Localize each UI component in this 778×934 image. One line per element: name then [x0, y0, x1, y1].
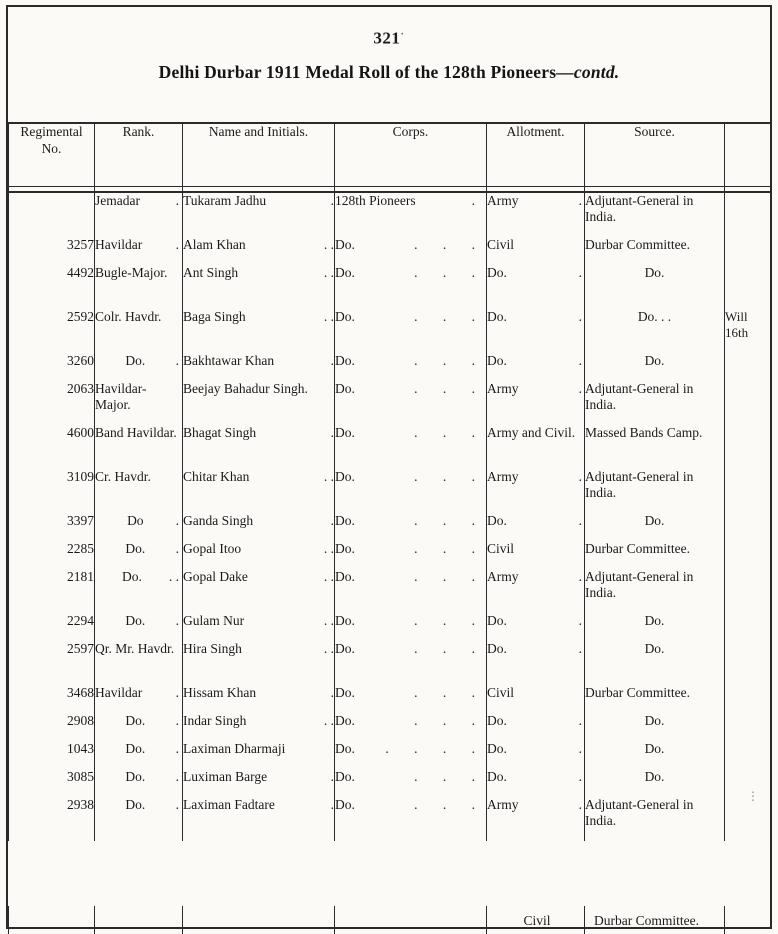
cell-rank-leader: . [175, 513, 179, 528]
cell-corps-leader: . . . [414, 237, 486, 252]
cell-allotment-text: Civil [487, 237, 515, 252]
cell-rank [95, 237, 183, 265]
cell-allotment-text: Do. [487, 309, 507, 324]
cell-regimental-no: 3085 [9, 769, 95, 797]
table-row [9, 741, 771, 769]
cell-name [183, 237, 335, 265]
cell-allotment-leader: . [578, 613, 582, 628]
cell-name-text: Gopal Dake [183, 569, 248, 584]
cell-allotment [487, 741, 585, 769]
cell-name [183, 309, 335, 353]
cell-rank: Qr. Mr. Havdr. [95, 641, 183, 685]
cell-corps-text: Do. [335, 797, 355, 812]
cell-corps-leader: . . . [414, 613, 486, 628]
cell-source: Adjutant-General in India. [585, 469, 725, 513]
cell-rank [95, 613, 183, 641]
table-row [9, 353, 771, 381]
cell-name [183, 613, 335, 641]
cell-name [183, 641, 335, 685]
cell-name-text: Gopal Itoo [183, 541, 242, 556]
cell-allotment [487, 309, 585, 353]
cell-rank-text: Do. [125, 741, 146, 756]
clipped-row-table [8, 906, 770, 934]
cell-name-leader: . . [323, 613, 334, 628]
cell-rank-text: Do. [125, 353, 146, 368]
cell-allotment-text: Do. [487, 613, 507, 628]
table-row [9, 641, 771, 685]
cell-name-leader: . [330, 797, 334, 812]
cell-allotment: Civil [487, 541, 585, 569]
cell-allotment [487, 641, 585, 685]
cell-allotment-text: Do. [487, 713, 507, 728]
cell-corps [335, 265, 487, 309]
table-row [9, 685, 771, 713]
cell-rank-text: Havildar [95, 237, 143, 252]
cell-name [183, 265, 335, 309]
cell-name-text: Gulam Nur [183, 613, 245, 628]
cell-name-leader: . . [323, 469, 334, 484]
cell-allotment-text: Do. [487, 769, 507, 784]
cell-regimental-no: 4600 [9, 425, 95, 469]
cell-allotment [487, 569, 585, 613]
cell-rank-text: Do. [122, 569, 142, 584]
cell-allotment [487, 469, 585, 513]
cell-rank [95, 741, 183, 769]
cell-name-text: Ganda Singh [183, 513, 254, 528]
cell-allotment [487, 353, 585, 381]
folio-number-text: 321 [373, 28, 401, 48]
cell-regimental-no: 2181 [9, 569, 95, 613]
cell-remark [725, 265, 771, 309]
cell-corps [335, 641, 487, 685]
cell-corps-leader: . [471, 193, 486, 208]
cell-corps-leader: . . . [414, 569, 486, 584]
column-header-regimental-no [9, 123, 95, 187]
cell-rank-text: Jemadar [95, 193, 140, 208]
cell-name-text: Luximan Barge [183, 769, 268, 784]
cell-allotment-text: Army [487, 381, 519, 396]
cell-source: Massed Bands Camp. [585, 425, 725, 469]
cell-remark [725, 741, 771, 769]
cell-corps [335, 741, 487, 769]
cell-name [183, 713, 335, 741]
cell-corps [335, 685, 487, 713]
cell-corps-text: Do. [335, 685, 355, 700]
cell-allotment [487, 613, 585, 641]
cell-regimental-no: 2294 [9, 613, 95, 641]
cell-regimental-no: 1043 [9, 741, 95, 769]
cell-remark [725, 641, 771, 685]
cell-name [183, 192, 335, 237]
scan-artifact-marks: ⋮ [747, 789, 759, 803]
cell-name-leader: . . [323, 541, 334, 556]
cell-source: Do. . . [585, 309, 725, 353]
cell-name-text: Chitar Khan [183, 469, 250, 484]
cell-rank [95, 685, 183, 713]
cell-source: Adjutant-General in India. [585, 569, 725, 613]
cell-corps [335, 469, 487, 513]
cell-remark [725, 381, 771, 425]
cell-name [183, 353, 335, 381]
cell-allotment-text: Army [487, 569, 519, 584]
cell-corps [335, 353, 487, 381]
cell-corps-leader: . . . [414, 353, 486, 368]
cell-corps-leader: . . . [414, 309, 486, 324]
cell-corps [335, 569, 487, 613]
table-row [9, 237, 771, 265]
cell-source: Do. [585, 353, 725, 381]
cell-rank: Havildar-Major. [95, 381, 183, 425]
cell-source: Do. [585, 613, 725, 641]
cell-corps-text: Do. [335, 769, 355, 784]
cell-name [183, 906, 335, 934]
cell-name-text: Bakhtawar Khan [183, 353, 275, 368]
cell-rank-leader: . [175, 685, 179, 700]
cell-rank [95, 797, 183, 841]
medal-roll-table [8, 122, 771, 841]
cell-corps [335, 513, 487, 541]
cell-rank [95, 713, 183, 741]
cell-corps-text: Do. [335, 613, 355, 628]
cell-allotment-leader: . [578, 469, 582, 484]
cell-allotment-leader: . [578, 265, 582, 280]
cell-rank [95, 309, 183, 353]
column-header-remarks [725, 123, 771, 187]
cell-corps [335, 541, 487, 569]
cell-allotment: Civil [487, 906, 585, 934]
cell-corps-leader: . . . [414, 381, 486, 396]
cell-regimental-no [9, 192, 95, 237]
cell-regimental-no: 4492 [9, 265, 95, 309]
cell-rank-text: Havildar [95, 685, 143, 700]
cell-name-text: Ant Singh [183, 265, 239, 280]
cell-name [183, 513, 335, 541]
cell-corps-text: Do. [335, 381, 355, 396]
cell-rank-leader: . [175, 353, 179, 368]
cell-source: Adjutant-General in India. [585, 381, 725, 425]
cell-rank-leader: . [175, 193, 179, 208]
cell-allotment: Army and Civil. [487, 425, 585, 469]
cell-corps-leader: . . . [414, 713, 486, 728]
column-header-regimental-no-line2: No. [41, 140, 62, 156]
cell-allotment-leader: . [578, 513, 582, 528]
cell-remark [725, 569, 771, 613]
cell-allotment [487, 513, 585, 541]
column-header-allotment: Allotment. [487, 123, 585, 187]
cell-regimental-no: 2285 [9, 541, 95, 569]
cell-rank-text: Do. [125, 613, 146, 628]
cell-allotment-leader: . [578, 797, 582, 812]
table-row [9, 713, 771, 741]
page-folio-number [0, 28, 778, 49]
cell-corps [335, 769, 487, 797]
cell-name-text: Hira Singh [183, 641, 242, 656]
cell-rank-text: Do. [125, 541, 146, 556]
cell-corps [335, 309, 487, 353]
cell-allotment-text: Army [487, 797, 519, 812]
cell-name [183, 685, 335, 713]
cell-corps-leader: . . . . [385, 741, 486, 756]
cell-remark [725, 192, 771, 237]
cell-name-leader: . . [323, 713, 334, 728]
cell-allotment [487, 769, 585, 797]
cell-rank-leader: . [175, 237, 179, 252]
cell-remark [725, 237, 771, 265]
cell-remark [725, 906, 771, 934]
cell-corps-text: Do. [335, 513, 355, 528]
cell-corps-leader: . . . [414, 265, 486, 280]
cell-name-text: Alam Khan [183, 237, 246, 252]
clipped-bottom-row [8, 906, 770, 934]
cell-allotment-text: Do. [487, 641, 507, 656]
page-title [0, 62, 778, 83]
cell-name [183, 797, 335, 841]
cell-corps-leader: . . . [414, 797, 486, 812]
table-row [9, 469, 771, 513]
cell-corps-leader: . . . [414, 641, 486, 656]
cell-regimental-no: 2938 [9, 797, 95, 841]
cell-corps-text: Do. [335, 309, 355, 324]
cell-rank-leader: . . [168, 569, 179, 584]
cell-rank-text: Do. [125, 797, 146, 812]
cell-name-text: Hissam Khan [183, 685, 257, 700]
cell-remark [725, 425, 771, 469]
cell-corps-leader: . . . [414, 469, 486, 484]
cell-name-leader: . [330, 685, 334, 700]
cell-allotment-text: Do. [487, 513, 507, 528]
cell-allotment-leader: . [578, 193, 582, 208]
cell-name-leader: . . [323, 309, 334, 324]
cell-corps-text: Do. [335, 265, 355, 280]
cell-source: Durbar Committee. [585, 906, 725, 934]
table-row [9, 906, 771, 934]
cell-allotment: Civil [487, 685, 585, 713]
cell-name-leader: . . [323, 265, 334, 280]
cell-rank-leader: . [175, 741, 179, 756]
table-row [9, 541, 771, 569]
table-row [9, 192, 771, 237]
cell-regimental-no [9, 906, 95, 934]
cell-name [183, 569, 335, 613]
cell-remark-note [725, 309, 771, 353]
cell-rank-leader: . [175, 541, 179, 556]
cell-corps-text: Do. [335, 569, 355, 584]
cell-source: Do. [585, 641, 725, 685]
cell-name: Laximan Dharmaji [183, 741, 335, 769]
table-row [9, 381, 771, 425]
cell-allotment-text: Do. [487, 353, 507, 368]
cell-rank [95, 906, 183, 934]
cell-regimental-no: 2592 [9, 309, 95, 353]
cell-allotment-text: Army [487, 469, 519, 484]
cell-name [183, 469, 335, 513]
table-row [9, 769, 771, 797]
cell-name-leader: . [330, 193, 334, 208]
cell-allotment [487, 713, 585, 741]
cell-rank [95, 569, 183, 613]
cell-source: Do. [585, 265, 725, 309]
cell-regimental-no: 2908 [9, 713, 95, 741]
cell-remark [725, 353, 771, 381]
cell-corps-text: Do. [335, 741, 355, 756]
cell-name [183, 769, 335, 797]
cell-corps-text: Do. [335, 237, 355, 252]
cell-corps-text: Do. [335, 641, 355, 656]
cell-corps [335, 906, 487, 934]
cell-corps-leader: . . . [414, 513, 486, 528]
cell-source: Durbar Committee. [585, 685, 725, 713]
column-header-corps: Corps. [335, 123, 487, 187]
cell-regimental-no: 3257 [9, 237, 95, 265]
cell-allotment-leader: . [578, 769, 582, 784]
cell-allotment-leader: . [578, 741, 582, 756]
cell-allotment-leader: . [578, 641, 582, 656]
cell-name-text: Indar Singh [183, 713, 247, 728]
cell-rank-leader: . [175, 797, 179, 812]
cell-allotment-text: Do. [487, 741, 507, 756]
column-header-regimental-no-line1: Regimental [20, 124, 83, 139]
cell-corps-leader: . . . [414, 425, 486, 440]
cell-allotment-leader: . [578, 353, 582, 368]
medal-roll-table-container [8, 122, 770, 928]
cell-name-leader: . . [323, 237, 334, 252]
table-row [9, 613, 771, 641]
cell-source: Do. [585, 769, 725, 797]
table-row [9, 797, 771, 841]
cell-corps-text: Do. [335, 541, 355, 556]
cell-corps-leader: . . . [414, 769, 486, 784]
page-title-main: Delhi Durbar 1911 Medal Roll of the 128th Pioneers [158, 62, 557, 82]
cell-regimental-no: 3468 [9, 685, 95, 713]
cell-corps [335, 192, 487, 237]
cell-remark [725, 613, 771, 641]
table-header [9, 123, 771, 192]
cell-allotment [487, 192, 585, 237]
cell-regimental-no: 3109 [9, 469, 95, 513]
cell-rank-text: Do. [125, 713, 146, 728]
cell-corps [335, 237, 487, 265]
cell-allotment-leader: . [578, 569, 582, 584]
cell-allotment-text: Army [487, 193, 519, 208]
cell-rank: Band Havildar. [95, 425, 183, 469]
cell-rank [95, 353, 183, 381]
cell-name [183, 425, 335, 469]
cell-source: Do. [585, 513, 725, 541]
cell-corps-text: Do. [335, 353, 355, 368]
cell-rank-text: Colr. Havdr. [95, 309, 162, 324]
cell-regimental-no: 3260 [9, 353, 95, 381]
cell-allotment-leader: . [578, 713, 582, 728]
cell-rank-text: Do. [125, 769, 146, 784]
cell-name [183, 541, 335, 569]
cell-regimental-no: 2597 [9, 641, 95, 685]
cell-corps [335, 381, 487, 425]
cell-rank-text: Do [127, 513, 144, 528]
cell-remark [725, 469, 771, 513]
cell-corps-leader: . . . [414, 685, 486, 700]
remark-note-line1: Will [725, 309, 748, 324]
cell-source: Adjutant-General in India. [585, 797, 725, 841]
cell-name-text: Baga Singh [183, 309, 246, 324]
cell-remark [725, 713, 771, 741]
cell-allotment [487, 237, 585, 265]
cell-name-text: Bhagat Singh [183, 425, 257, 440]
page-title-contd: —contd. [556, 62, 620, 82]
cell-corps [335, 425, 487, 469]
cell-allotment [487, 381, 585, 425]
table-row [9, 425, 771, 469]
cell-remark [725, 541, 771, 569]
cell-remark [725, 685, 771, 713]
cell-rank [95, 265, 183, 309]
cell-source: Durbar Committee. [585, 237, 725, 265]
cell-name: Beejay Bahadur Singh. [183, 381, 335, 425]
column-header-source: Source. [585, 123, 725, 187]
cell-rank-leader: . [175, 769, 179, 784]
cell-name-text: Laximan Fadtare [183, 797, 275, 812]
cell-source: Durbar Committee. [585, 541, 725, 569]
column-header-name: Name and Initials. [183, 123, 335, 187]
cell-source: Do. [585, 741, 725, 769]
cell-rank-leader: . [175, 713, 179, 728]
cell-name-leader: . [330, 353, 334, 368]
cell-corps [335, 613, 487, 641]
table-row [9, 513, 771, 541]
cell-name-leader: . [330, 513, 334, 528]
cell-rank [95, 541, 183, 569]
table-body [9, 192, 771, 841]
cell-name-leader: . . [323, 569, 334, 584]
cell-corps-text: Do. [335, 425, 355, 440]
cell-regimental-no: 3397 [9, 513, 95, 541]
cell-rank-text: Bugle-Major. [95, 265, 168, 280]
cell-name-leader: . [330, 425, 334, 440]
cell-remark [725, 513, 771, 541]
cell-name-text: Tukaram Jadhu [183, 193, 267, 208]
cell-allotment [487, 265, 585, 309]
cell-corps-text: 128th Pioneers [335, 193, 416, 208]
cell-corps-text: Do. [335, 469, 355, 484]
table-row [9, 309, 771, 353]
cell-allotment-leader: . [578, 309, 582, 324]
cell-allotment-text: Do. [487, 265, 507, 280]
table-row [9, 265, 771, 309]
cell-corps [335, 797, 487, 841]
cell-rank [95, 513, 183, 541]
cell-allotment [487, 797, 585, 841]
cell-source: Do. [585, 713, 725, 741]
cell-rank: Cr. Havdr. [95, 469, 183, 513]
cell-allotment-leader: . [578, 381, 582, 396]
cell-source: Adjutant-General in India. [585, 192, 725, 237]
cell-rank [95, 192, 183, 237]
table-row [9, 569, 771, 613]
column-header-rank: Rank. [95, 123, 183, 187]
cell-corps-text: Do. [335, 713, 355, 728]
cell-rank [95, 769, 183, 797]
cell-name-leader: . [330, 769, 334, 784]
cell-regimental-no: 2063 [9, 381, 95, 425]
remark-note-line2: 16th [725, 325, 749, 341]
table-header-row [9, 123, 771, 187]
cell-corps [335, 713, 487, 741]
cell-corps-leader: . . . [414, 541, 486, 556]
cell-name-leader: . . [323, 641, 334, 656]
cell-rank-leader: . [175, 613, 179, 628]
folio-dot: · [400, 28, 405, 40]
